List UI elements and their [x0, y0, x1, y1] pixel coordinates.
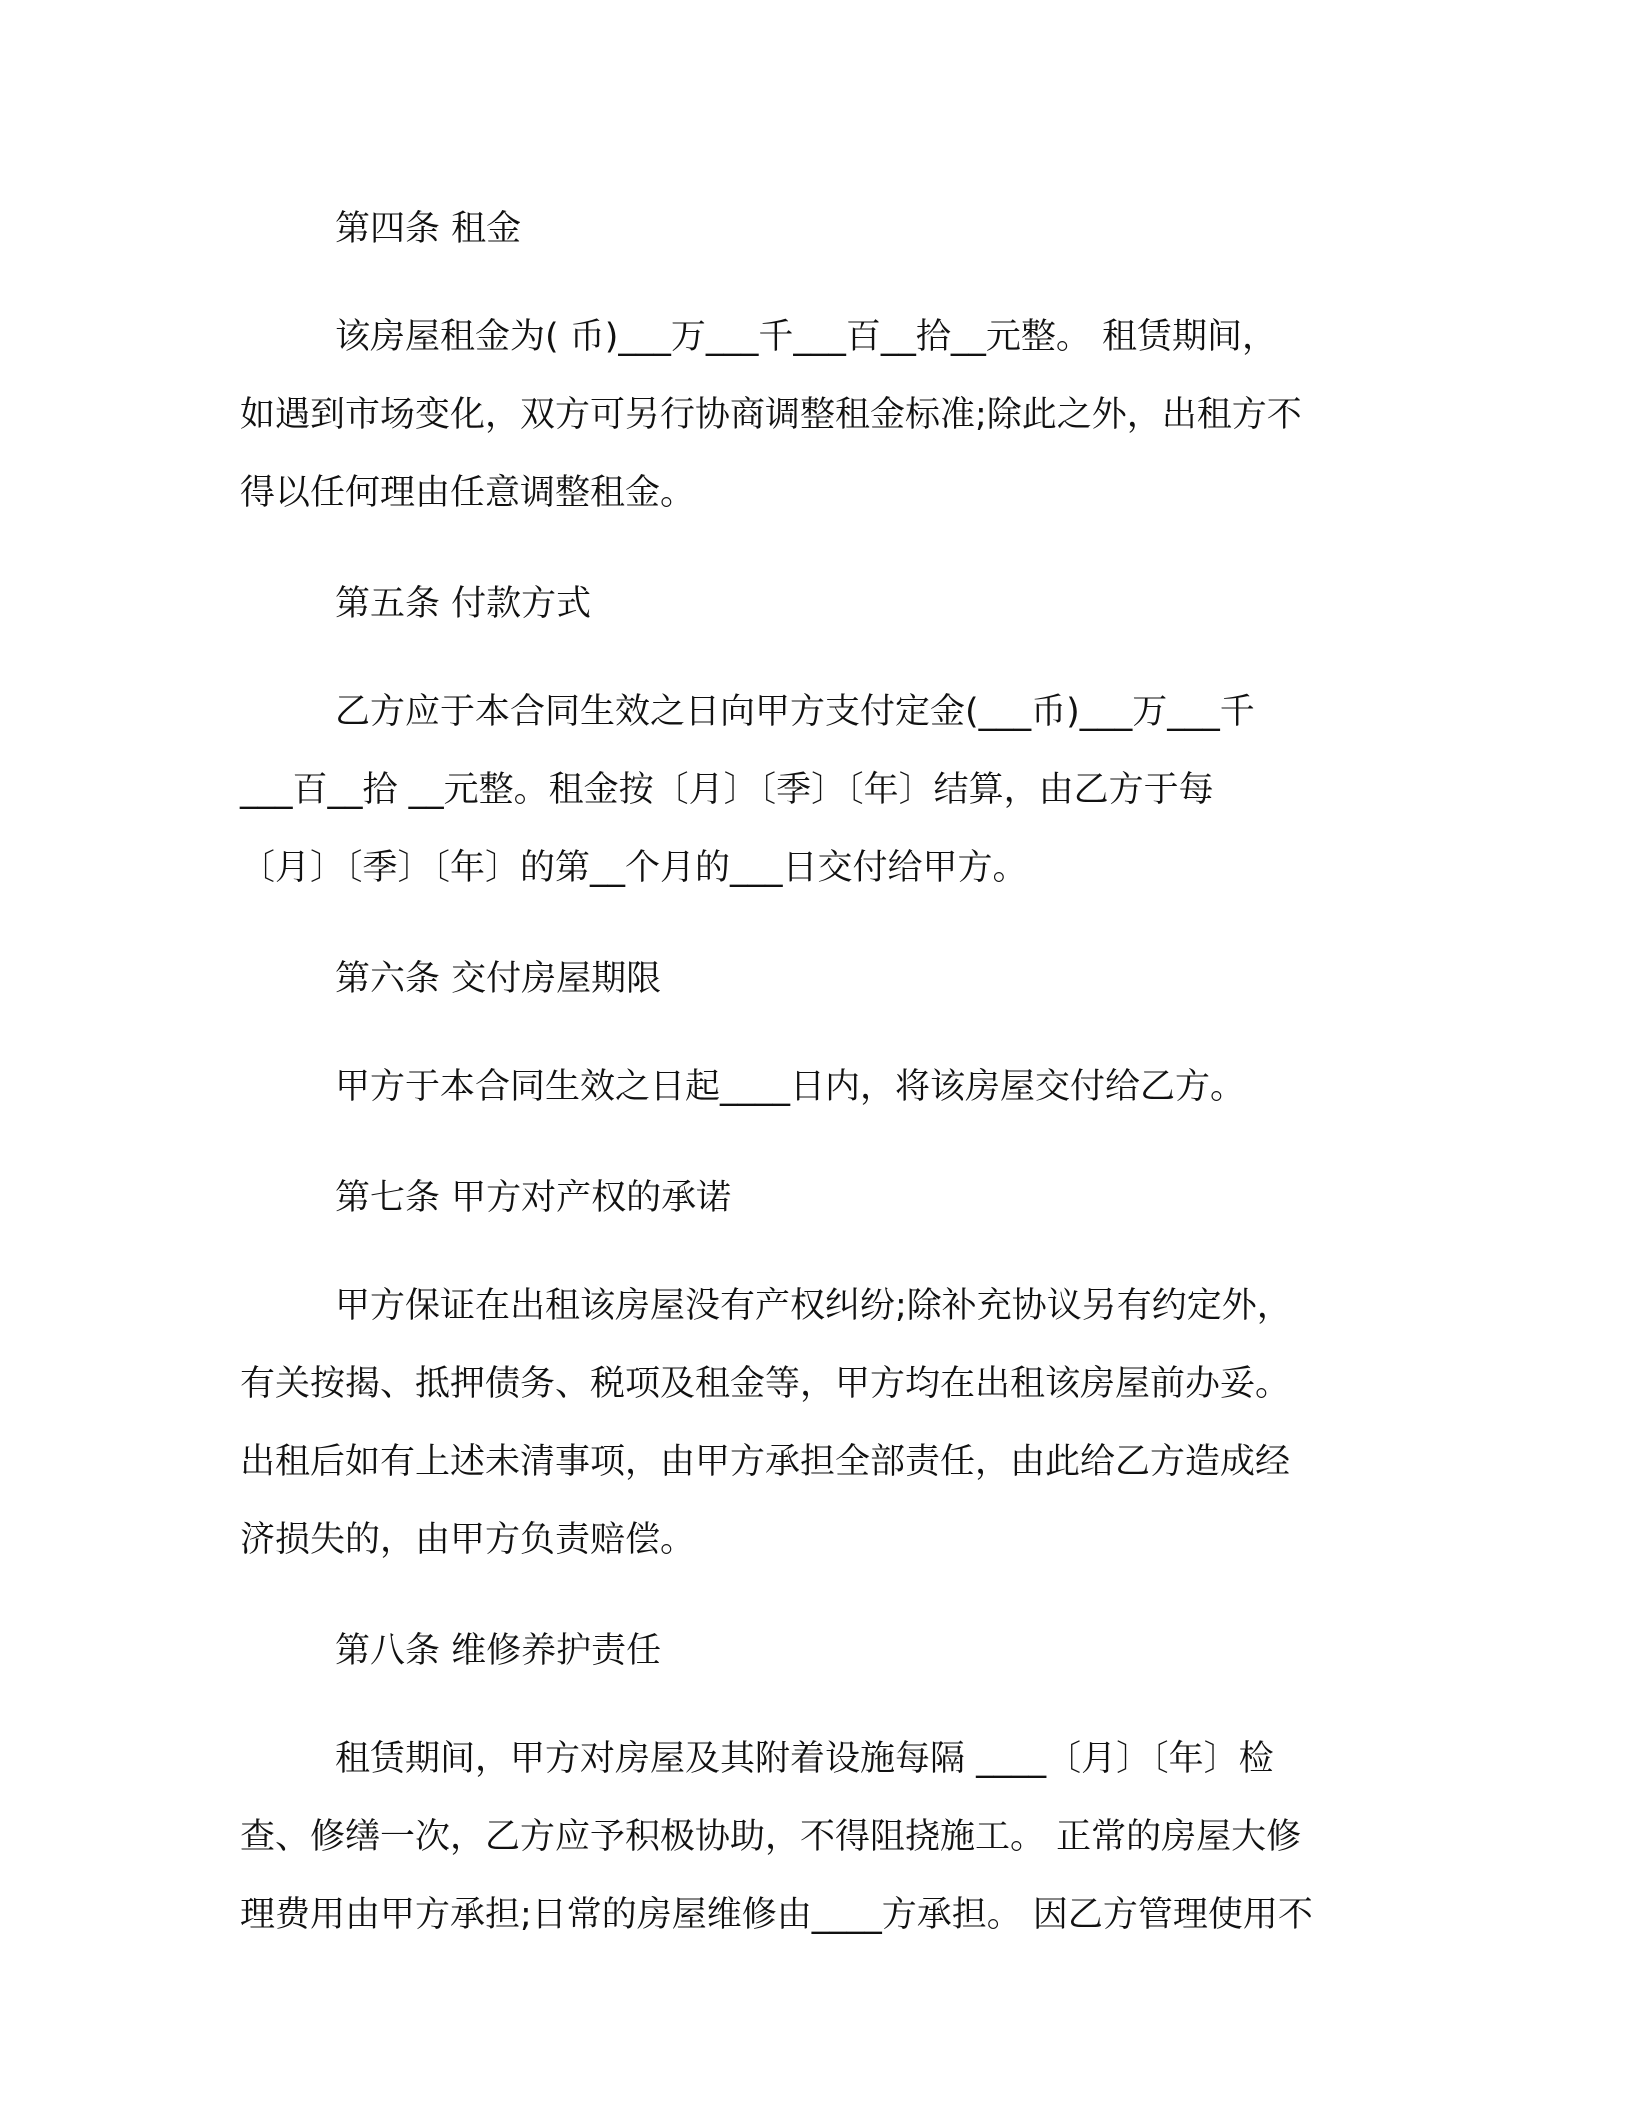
article-5-text [240, 673, 1400, 907]
article-8-text [240, 1720, 1400, 1954]
text-line: 如遇到市场变化，双方可另行协商调整租金标准;除此之外，出租方不 [240, 395, 1302, 435]
text-line: 出租后如有上述未清事项，由甲方承担全部责任，由此给乙方造成经 [240, 1442, 1291, 1482]
article-5-heading: 第五条 付款方式 [335, 584, 592, 624]
text-line: 甲方保证在出租该房屋没有产权纠纷;除补充协议另有约定外， [335, 1286, 1292, 1326]
article-7-heading: 第七条 甲方对产权的承诺 [335, 1178, 732, 1218]
article-6-text [240, 1048, 1400, 1126]
article-8-heading: 第八条 维修养护责任 [335, 1631, 662, 1671]
article-4-text [240, 298, 1400, 532]
text-line: 甲方于本合同生效之日起____日内，将该房屋交付给乙方。 [335, 1067, 1246, 1107]
text-line: 该房屋租金为( 币)___万___千___百__拾__元整。 租赁期间， [335, 317, 1278, 357]
text-line: 查、修缮一次，乙方应予积极协助，不得阻挠施工。 正常的房屋大修 [240, 1817, 1302, 1857]
text-line: 有关按揭、抵押债务、税项及租金等，甲方均在出租该房屋前办妥。 [240, 1364, 1291, 1404]
text-line: 得以任何理由任意调整租金。 [240, 473, 696, 513]
text-line: 理费用由甲方承担;日常的房屋维修由____方承担。 因乙方管理使用不 [240, 1895, 1313, 1935]
text-line: 租赁期间，甲方对房屋及其附着设施每隔 ____〔月〕〔年〕检 [335, 1739, 1274, 1779]
text-line: 济损失的，由甲方负责赔偿。 [240, 1520, 696, 1560]
article-6-heading: 第六条 交付房屋期限 [335, 959, 662, 999]
document-body [240, 190, 1400, 1954]
text-line: 乙方应于本合同生效之日向甲方支付定金(___币)___万___千 [335, 692, 1255, 732]
text-line: ___百__拾 __元整。租金按〔月〕〔季〕〔年〕结算，由乙方于每 [240, 770, 1214, 810]
article-4-heading: 第四条 租金 [335, 209, 522, 249]
article-7-text [240, 1267, 1400, 1579]
text-line: 〔月〕〔季〕〔年〕的第__个月的___日交付给甲方。 [240, 848, 1028, 888]
